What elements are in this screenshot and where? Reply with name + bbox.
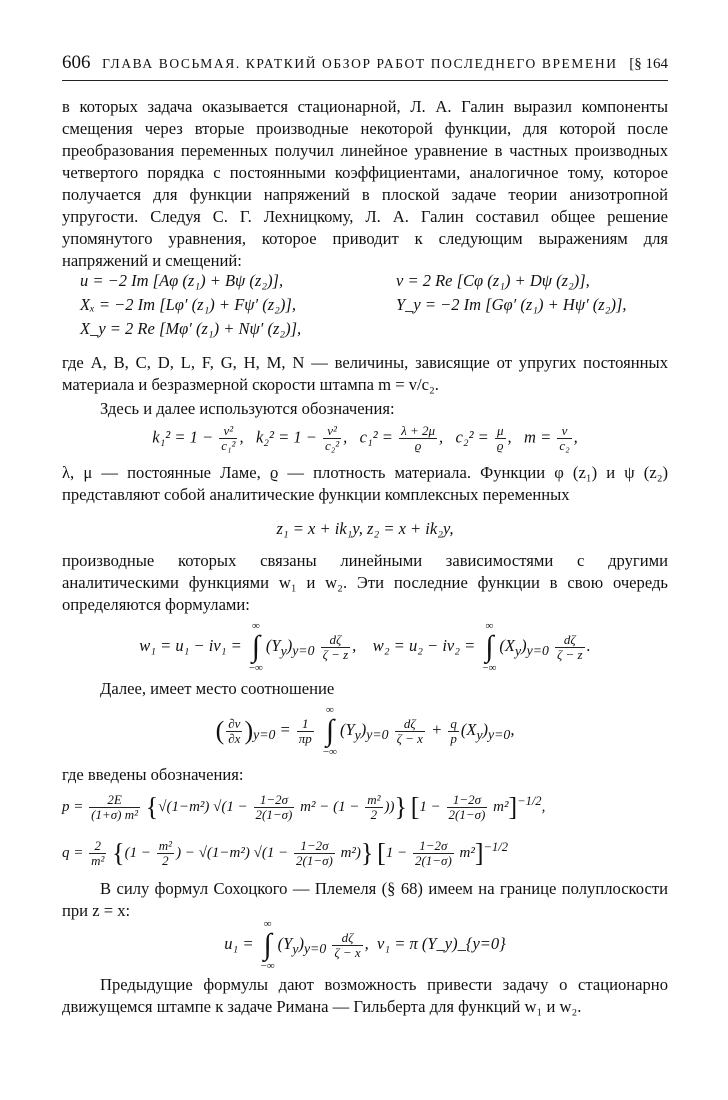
paragraph-9: Предыдущие формулы дают возможность привести задачу о стационарно движущемся штампе к задаче Римана — Гильберта для функций w₁ и w₂. [62, 975, 668, 1016]
equation-xx: Xₓ = −2 Im [Lφ′ (z₁) + Fψ′ (z₂)], [80, 295, 296, 314]
equation-xy: X_y = 2 Re [Mφ′ (z₁) + Nψ′ (z₂)], [80, 319, 302, 338]
equation-dv-dx: ( $\frac{\partial v}{\partial x}$ )$_{y=0}$ = $\frac{1}{\pi p}$ ∞ ∫ −∞ $(Y_y)_{y=0}$ $\frac{d\zeta}{\zeta - x}$ + $\frac{q}{p}$ $(X_y)_{y=0}$, [215, 704, 515, 758]
paragraph-6: Далее, имеет место соотношение [100, 679, 335, 698]
equation-p: p = $\frac{2E}{\text{(1+σ) m²}}$ {√(1−m²) √(1 − $\frac{1-2\sigma}{2(1-\sigma)}$ m² − (1 − $\frac{\text{m²}}{2}$ ))} [1 − $\frac{1-2\sigma}{2(1-\sigma)}$ m²]$^{-1/2}$, [62, 792, 546, 823]
running-header [62, 52, 668, 76]
chapter-title: ГЛАВА ВОСЬМАЯ. КРАТКИЙ ОБЗОР РАБОТ ПОСЛЕДНЕГО ВРЕМЕНИ [102, 56, 618, 71]
paragraph-3: Здесь и далее используются обозначения: [100, 399, 395, 418]
equation-u1-v1: u₁ = ∞ ∫ −∞ $(Y_y)_{y=0}$ $\frac{d\zeta}{\zeta - x}$ , v₁ = π (Y_y)_{y=0} [224, 918, 506, 972]
equation-u: u = −2 Im [Aφ (z₁) + Bψ (z₂)], [80, 271, 284, 290]
equation-z: z₁ = x + ik₁y, z₂ = x + ik₂y, [276, 519, 454, 538]
equation-w: w₁ = u₁ − iv₁ = ∞ ∫ −∞ $(Y_y)_{y=0}$ $\frac{d\zeta}{\zeta - z}$ , w₂ = u₂ − iv₂ = ∞ ∫ −∞ $(X_y)_{y=0}$ $\frac{d\zeta}{\zeta - z}$ . [139, 620, 591, 674]
equation-q: q = $\frac{2}{\text{m²}}$ {(1 − $\frac{\text{m²}}{2}$ ) − √(1−m²) √(1 − $\frac{1-2\sigma}{2(1-\sigma)}$ m²)} [1 − $\frac{1-2\sigma}{2(1-\sigma)}$ m²]$^{-1/2}$ [62, 838, 508, 869]
paragraph-5: производные которых связаны линейными зависимостями с другими аналитическими функциями w₁ и w₂. Эти последние функции в свою очередь определяются формулами: [62, 551, 668, 614]
paragraph-2: где A, B, C, D, L, F, G, H, M, N — величины, зависящие от упругих постоянных материала и безразмерной скорости штампа m = v/c₂. [62, 353, 668, 394]
equations-stress-displacement [62, 270, 668, 340]
equation-v1: v₁ = π (Y_y)_{y=0} [377, 933, 506, 953]
page-number: 606 [62, 52, 91, 73]
equation-notation: k₁² = 1 − $\frac{\text{v²}}{\text{c₁²}}$ , k₂² = 1 − $\frac{\text{v²}}{\text{c₂²}}$ , c₁² = $\frac{\lambda + 2\mu}{ϱ}$ , c₂² = $\frac{\mu}{ϱ}$ , m = $\frac{v}{\text{c₂}}$ , [152, 423, 578, 453]
equation-yy: Y_y = −2 Im [Gφ′ (z₁) + Hψ′ (z₂)], [396, 295, 627, 314]
equation-v: v = 2 Re [Cφ (z₁) + Dψ (z₂)], [396, 271, 590, 290]
section-number: [§ 164 [629, 56, 668, 72]
paragraph-4: λ, μ — постоянные Ламе, ϱ — плотность материала. Функции φ (z₁) и ψ (z₂) представляют собой аналитические функции комплексных переменных [62, 463, 668, 504]
paragraph-7: где введены обозначения: [62, 765, 244, 784]
header-rule [62, 80, 668, 81]
paragraph-1: в которых задача оказывается стационарной, Л. А. Галин выразил компоненты смещения через вторые производные некоторой функции, для которой после преобразования переменных получил линейное уравнение в частных производных четвертого порядка с постоянными коэффициентами, аналогичное тому, которое получается для функции напряжений в плоской задаче теории анизотропной упругости. Следуя С. Г. Лехницкому, Л. А. Галин составил общее решение упомянутого уравнения, которое приводит к следующим выражениям для напряжений и смещений: [62, 97, 668, 270]
paragraph-8: В силу формул Сохоцкого — Племеля (§ 68) имеем на границе полуплоскости при z = x: [62, 879, 668, 920]
